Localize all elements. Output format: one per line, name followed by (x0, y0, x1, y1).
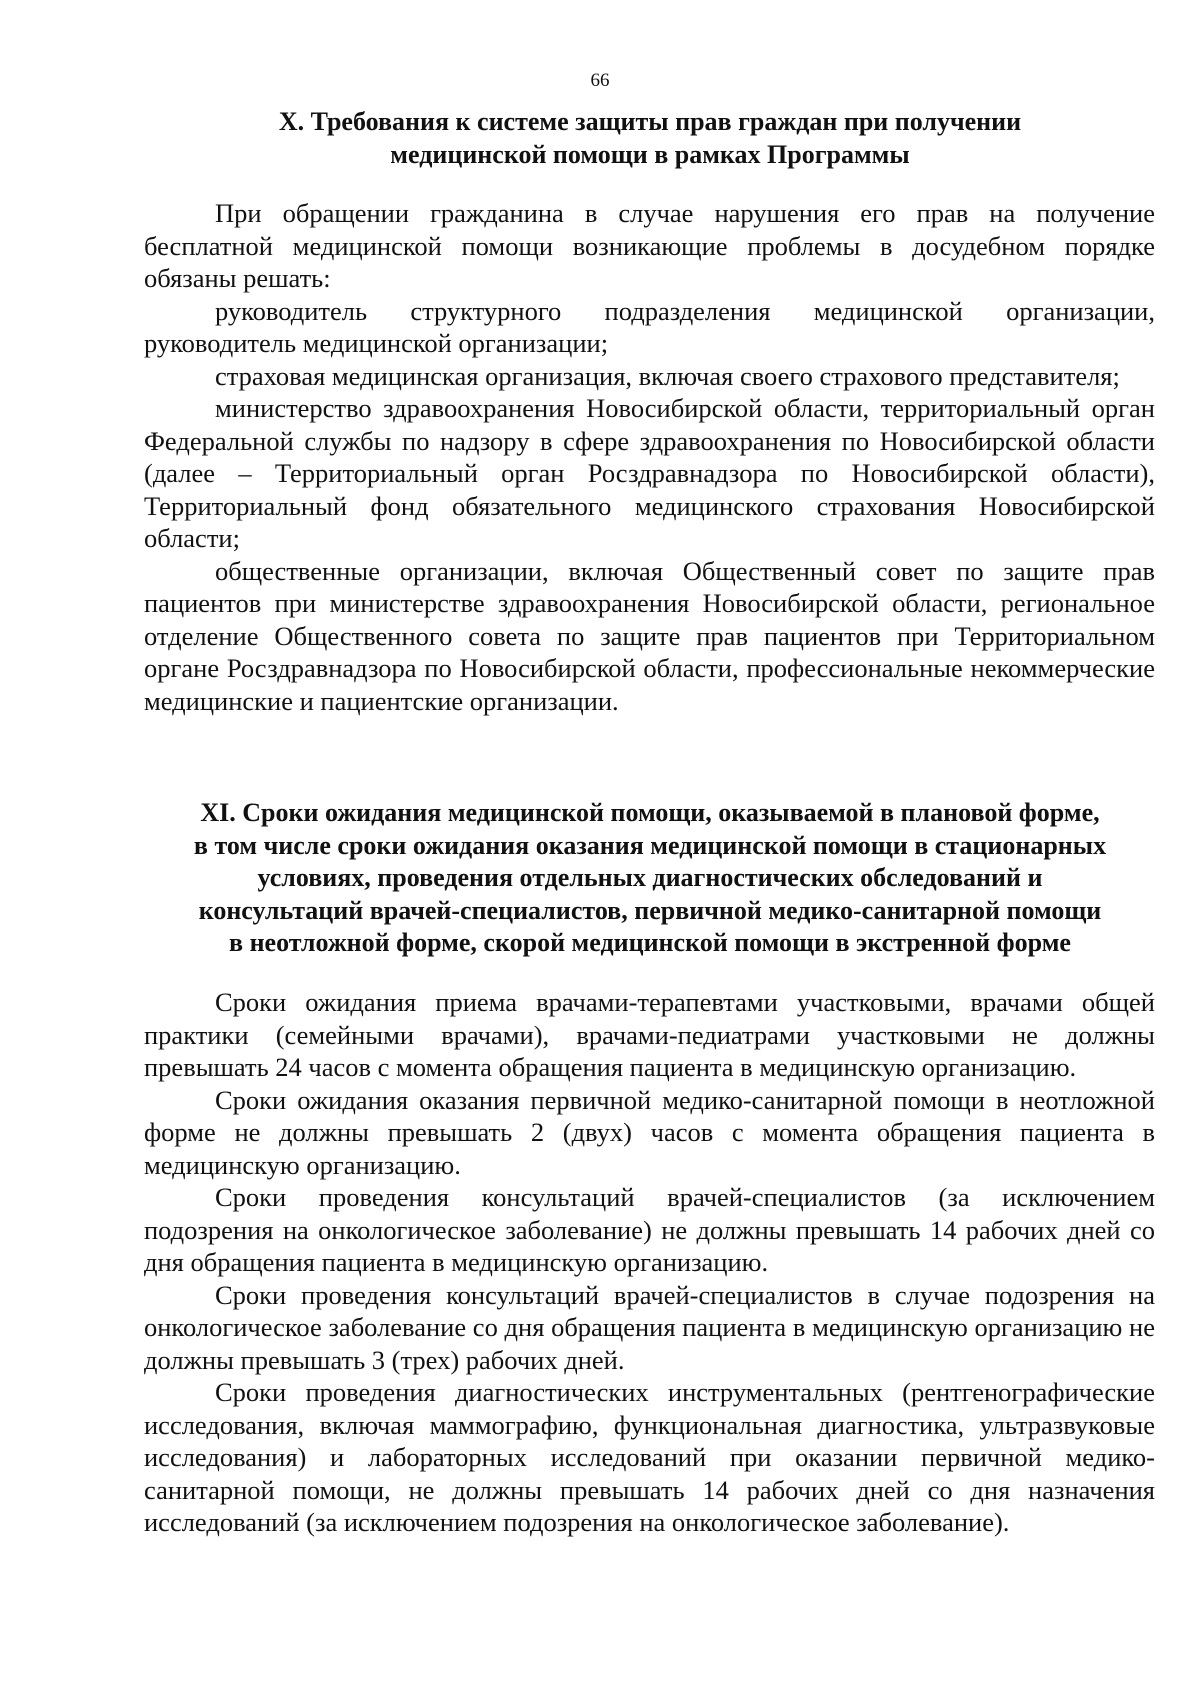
paragraph: При обращении гражданина в случае нарушения его прав на получение бесплатной медицинской помощи возникающие проблемы в досудебном порядке обязаны решать: (144, 198, 1155, 293)
heading-line: в неотложной форме, скорой медицинской помощи в экстренной форме (229, 928, 1071, 957)
section-xi-body (144, 986, 1155, 1539)
heading-line: консультаций врачей-специалистов, первичной медико-санитарной помощи (198, 895, 1102, 925)
heading-line: медицинской помощи в рамках Программы (390, 139, 910, 169)
section-x-heading (140, 106, 1160, 171)
paragraph: общественные организации, включая Общественный совет по защите прав пациентов при министерстве здравоохранения Новосибирской области, региональное отделение Общественного совета по защите прав пациентов при Территориальном органе Росздравнадзора по Новосибирской области, профессиональные некоммерческие медицинские и пациентские организации. (144, 555, 1155, 716)
paragraph: Сроки проведения консультаций врачей-специалистов (за исключением подозрения на онкологическое заболевание) не должны превышать 14 рабочих дней со дня обращения пациента в медицинскую организацию. (144, 1182, 1155, 1277)
heading-line: X. Требования к системе защиты прав граждан при получении (278, 107, 1022, 136)
page-number: 66 (590, 70, 610, 91)
paragraph: министерство здравоохранения Новосибирской области, территориальный орган Федеральной службы по надзору в сфере здравоохранения по Новосибирской области (далее – Территориальный орган Росздравнадзора по Новосибирской области), Территориальный фонд обязательного медицинского страхования Новосибирской области; (144, 393, 1155, 553)
paragraph: Сроки ожидания оказания первичной медико-санитарной помощи в неотложной форме не должны превышать 2 (двух) часов с момента обращения пациента в медицинскую организацию. (144, 1084, 1155, 1180)
paragraph: страховая медицинская организация, включая своего страхового представителя; (215, 360, 1120, 391)
paragraph: Сроки ожидания приема врачами-терапевтами участковыми, врачами общей практики (семейными врачами), врачами-педиатрами участковыми не должны превышать 24 часов с момента обращения пациента в медицинскую организацию. (144, 987, 1155, 1082)
heading-line: условиях, проведения отдельных диагностических обследований и (257, 863, 1043, 892)
section-x-body (144, 197, 1155, 717)
heading-line: в том числе сроки ожидания оказания медицинской помощи в стационарных (193, 830, 1107, 860)
paragraph: Сроки проведения диагностических инструментальных (рентгенографические исследования, включая маммографию, функциональная диагностика, ультразвуковые исследования) и лабораторных исследований при оказании первичной медико-санитарной помощи, не должны превышать 14 рабочих дней со дня назначения исследований (за исключением подозрения на онкологическое заболевание). (144, 1377, 1155, 1537)
section-xi-heading (140, 797, 1160, 960)
paragraph: Сроки проведения консультаций врачей-специалистов в случае подозрения на онкологическое заболевание со дня обращения пациента в медицинскую организацию не должны превышать 3 (трех) рабочих дней. (144, 1279, 1155, 1375)
paragraph: руководитель структурного подразделения медицинской организации, руководитель медицинской организации; (144, 295, 1155, 358)
heading-line: XI. Сроки ожидания медицинской помощи, оказываемой в плановой форме, (200, 798, 1100, 827)
